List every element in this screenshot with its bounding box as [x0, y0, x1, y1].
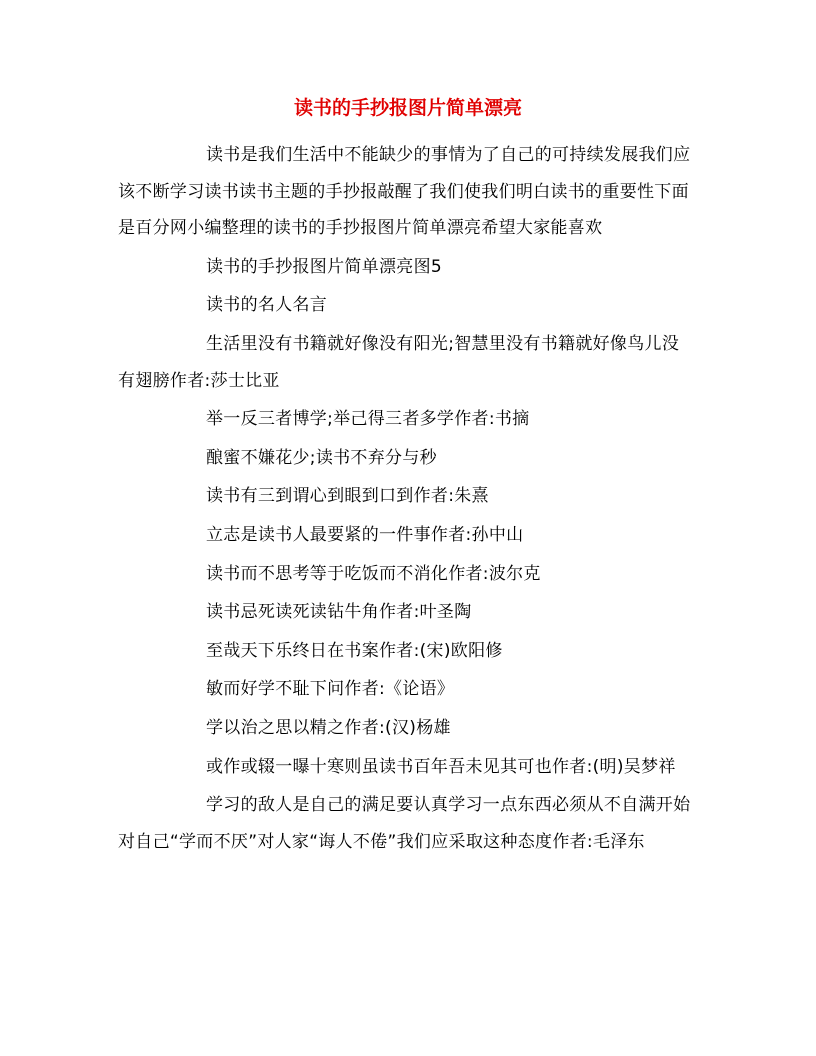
- quote-paragraph: 读书忌死读死读钻牛角作者:叶圣陶: [206, 602, 472, 623]
- quote-paragraph: 敏而好学不耻下问作者:《论语》: [206, 679, 455, 700]
- section-heading: 读书的名人名言: [206, 295, 328, 316]
- quote-paragraph: 酿蜜不嫌花少;读书不弃分与秒: [206, 447, 437, 468]
- intro-paragraph: 读书是我们生活中不能缺少的事情为了自己的可持续发展我们应该不断学习读书读书主题的手抄报敲醒了我们使我们明白读书的重要性下面是百分网小编整理的读书的手抄报图片简单漂亮希望大家能喜欢: [118, 145, 691, 239]
- document-body: [118, 137, 696, 862]
- image-caption: 读书的手抄报图片简单漂亮图5: [206, 256, 443, 277]
- quote-paragraph: 立志是读书人最要紧的一件事作者:孙中山: [206, 524, 524, 545]
- quote-paragraph: 读书而不思考等于吃饭而不消化作者:波尔克: [206, 563, 541, 584]
- quote-paragraph: 学习的敌人是自己的满足要认真学习一点东西必须从不自满开始对自己“学而不厌”对人家“诲人不倦”我们应采取这种态度作者:毛泽东: [118, 795, 691, 852]
- quote-paragraph: 生活里没有书籍就好像没有阳光;智慧里没有书籍就好像鸟儿没有翅膀作者:莎士比亚: [118, 333, 680, 391]
- quote-paragraph: 至哉天下乐终日在书案作者:(宋)欧阳修: [206, 640, 503, 661]
- quote-paragraph: 举一反三者博学;举己得三者多学作者:书摘: [206, 409, 530, 430]
- page-title: 读书的手抄报图片简单漂亮: [293, 97, 522, 119]
- quote-paragraph: 或作或辍一曝十寒则虽读书百年吾未见其可也作者:(明)吴梦祥: [206, 756, 676, 777]
- quote-paragraph: 读书有三到谓心到眼到口到作者:朱熹: [206, 486, 489, 507]
- quote-paragraph: 学以治之思以精之作者:(汉)杨雄: [206, 717, 451, 738]
